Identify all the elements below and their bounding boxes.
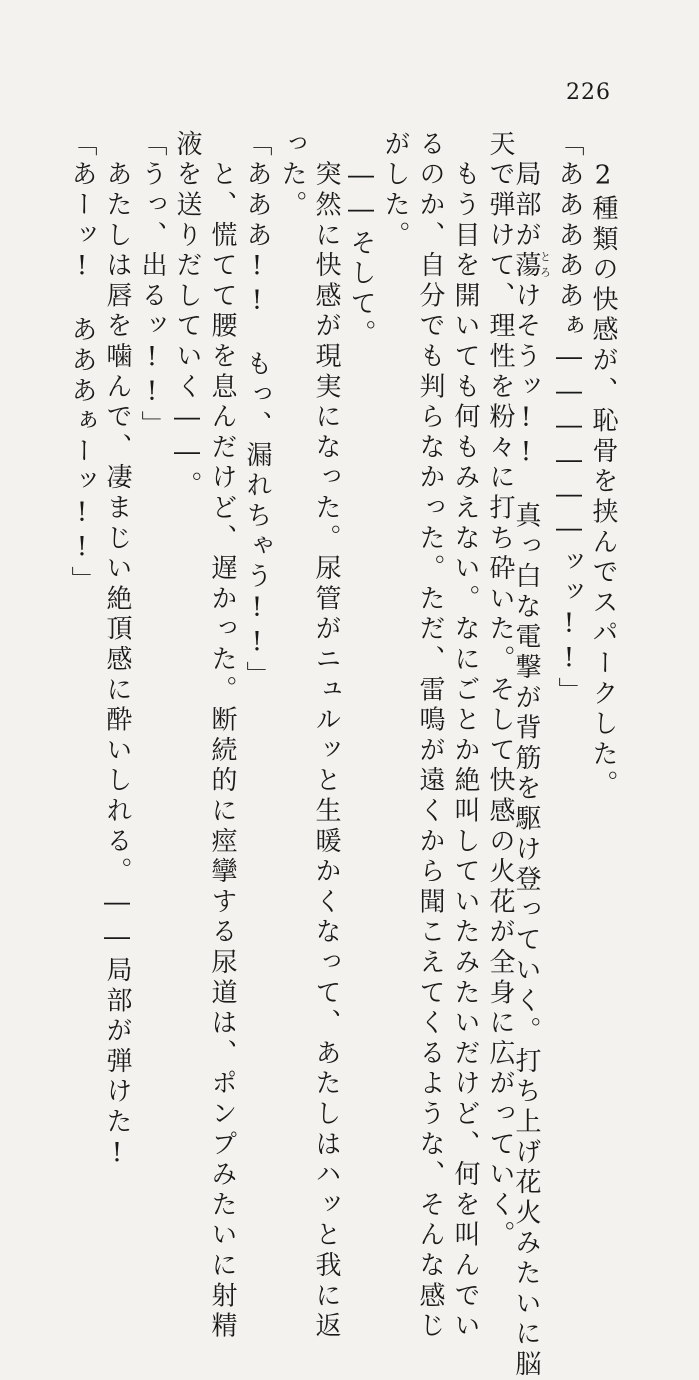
text-column: 「あーッ! あああぁーッ!!」: [67, 130, 97, 597]
text-column: 「あああ!! もっ、漏れちゃう!!」: [242, 130, 272, 692]
page-number: 226: [566, 80, 611, 105]
text-column: と、慌てて腰を息んだけど、遅かった。断続的に痙攣する尿道は、ポンプみたいに射精: [207, 130, 237, 1342]
text-column: 液を送りだしていく――。: [172, 130, 202, 502]
text-column: がした。: [380, 130, 410, 252]
text-column: 突然に快感が現実になった。尿管がニュルッと生暖かくなって、あたしはハッと我に返: [311, 130, 341, 1342]
text-column: もう目を開いても何もみえない。なにごとか絶叫していたみたいだけど、何を叫んでい: [450, 130, 480, 1342]
text-column: ――そして。: [346, 130, 376, 351]
text-column: あたしは唇を噛んで、凄まじい絶頂感に酔いしれる。――局部が弾けた!: [102, 130, 132, 1173]
furigana-reading: とろ: [538, 251, 552, 282]
text-column: るのか、自分でも判らなかった。ただ、雷鳴が遠くから聞こえてくるような、そんな感じ: [415, 130, 445, 1342]
furigana-ruby: 蕩とろ: [511, 251, 552, 282]
text-column: 天で弾けて、理性を粉々に打ち砕いた。そして快感の火花が全身に広がっていく。: [485, 130, 515, 1252]
text-column: 「あああああぁ――――――ッッ!!」: [554, 130, 584, 708]
text-column: った。: [277, 130, 307, 221]
text-column: 2種類の快感が、恥骨を挟んでスパークした。: [588, 130, 618, 801]
text-column: 「うっ、出るッ!!」: [137, 130, 167, 441]
text-column: 局部が蕩とろけそうッ!! 真っ白な電撃が背筋を駆け登っていく。打ち上げ花火みたいに脳: [511, 130, 552, 1380]
